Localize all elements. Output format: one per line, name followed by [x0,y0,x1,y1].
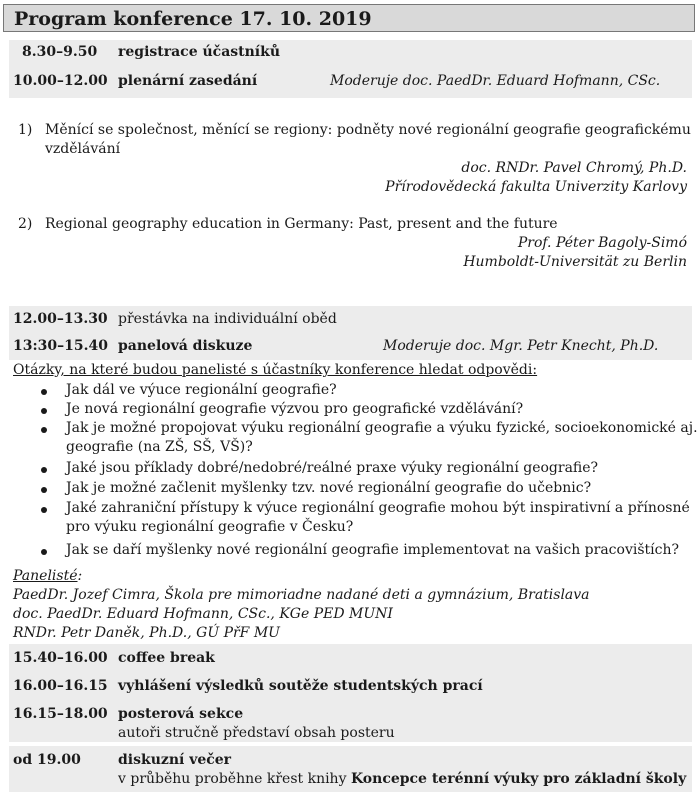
session-time: 10.00–12.00 [13,73,108,89]
question-item: Jaké jsou příklady dobré/nedobré/reálné praxe výuky regionální geografie? [66,460,599,476]
session-note-text: v průběhu proběhne křest knihy [118,771,351,787]
question-item: Jak je možné začlenit myšlenky tzv. nové regionální geografie do učebnic? [66,480,592,496]
session-time: 16.15–18.00 [13,706,108,722]
session-label: registrace účastníků [118,44,280,60]
talk-number: 2) [18,216,33,232]
talk-title: Regional geography education in Germany: Past, present and the future [45,216,558,232]
talk-number: 1) [18,122,33,138]
session-label: panelová diskuze [118,338,253,354]
panelist: PaedDr. Jozef Cimra, Škola pre mimoriadne nadané deti a gymnázium, Bratislava [13,587,590,603]
session-label: vyhlášení výsledků soutěže studentských prací [118,678,483,694]
session-time: 16.00–16.15 [13,678,108,694]
question-item: Jak se daří myšlenky nové regionální geografie implementovat na vašich pracovištích? [66,542,679,558]
question-item: Jak je možné propojovat výuku regionální geografie a výuku fyzické, socioekonomické aj. [66,420,698,436]
session-time: 15.40–16.00 [13,650,108,666]
questions-heading: Otázky, na které budou panelisté s účastníky konference hledat odpovědi: [13,362,538,378]
speaker-name: doc. RNDr. Pavel Chromý, Ph.D. [461,160,687,176]
bullet-icon [41,389,47,395]
panelists-heading [13,568,82,584]
talk-title: Měnící se společnost, měnící se regiony: podněty nové regionální geografie geografickému [45,122,691,138]
speaker-affiliation: Humboldt-Universität zu Berlin [463,254,687,270]
panelists-heading-label: Panelisté [13,568,78,584]
panelist: doc. PaedDr. Eduard Hofmann, CSc., KGe PED MUNI [13,606,393,622]
bullet-icon [41,549,47,555]
session-label: posterová sekce [118,706,244,722]
moderator: Moderuje doc. Mgr. Petr Knecht, Ph.D. [383,338,659,354]
session-time: 8.30–9.50 [22,44,98,60]
speaker-name: Prof. Péter Bagoly-Simó [517,235,687,251]
session-label: coffee break [118,650,215,666]
session-label: diskuzní večer [118,752,232,768]
session-time: od 19.00 [13,752,81,768]
question-item-cont: geografie (na ZŠ, SŠ, VŠ)? [66,439,253,455]
question-item: Je nová regionální geografie výzvou pro geografické vzdělávání? [66,401,524,417]
moderator: Moderuje doc. PaedDr. Eduard Hofmann, CSc. [330,73,661,89]
bullet-icon [41,487,47,493]
book-title: Koncepce terénní výuky pro základní školy [350,771,687,787]
session-time: 12.00–13.30 [13,311,108,327]
page-title: Program konference 17. 10. 2019 [14,8,372,30]
session-note: autoři stručně představí obsah posteru [118,725,395,741]
band-morning [9,40,692,98]
question-item: Jak dál ve výuce regionální geografie? [66,382,337,398]
panelists-heading-colon: : [77,568,83,584]
talk-title-cont: vzdělávání [45,141,121,157]
speaker-affiliation: Přírodovědecká fakulta Univerzity Karlovy [385,179,687,195]
bullet-icon [41,507,47,513]
session-note [118,771,686,787]
bullet-icon [41,408,47,414]
session-label: přestávka na individuální oběd [118,311,337,327]
bullet-icon [41,467,47,473]
session-time: 13:30–15.40 [13,338,108,354]
question-item: Jaké zahraniční přístupy k výuce regionální geografie mohou být inspirativní a přínosné [66,500,690,516]
session-label: plenární zasedání [118,73,258,89]
bullet-icon [41,427,47,433]
title-bar [3,4,695,32]
question-item-cont: pro výuku regionální geografie v Česku? [66,519,354,535]
panelist: RNDr. Petr Daněk, Ph.D., GÚ PřF MU [13,625,280,641]
